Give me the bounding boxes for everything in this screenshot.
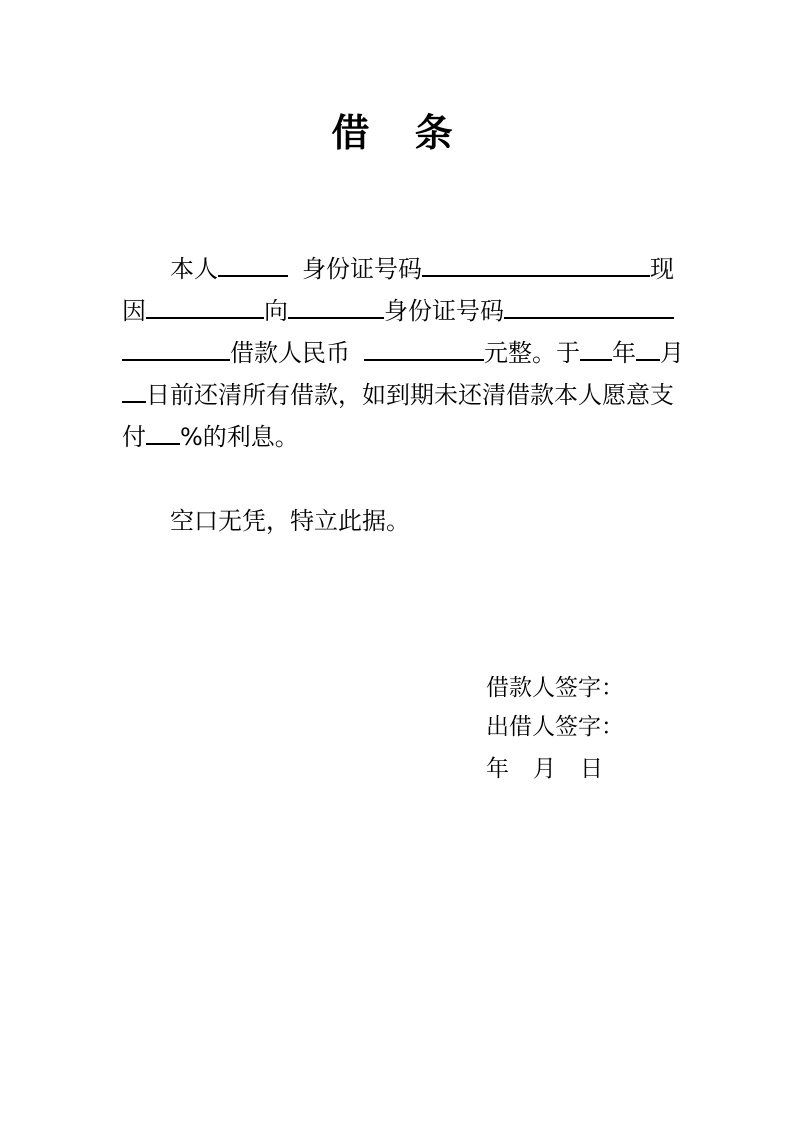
- blank-year: [580, 337, 612, 361]
- body-line-3: [122, 337, 684, 368]
- lender-signature-label: 出借人签字：: [486, 714, 624, 740]
- text-interest: %的利息。: [180, 423, 299, 451]
- closing-statement: 空口无凭，特立此据。: [170, 507, 410, 535]
- blank-lender-name: [288, 295, 384, 319]
- signature-date: [486, 754, 603, 784]
- body-line-5: [122, 421, 299, 452]
- blank-name: [218, 253, 288, 277]
- text-borrow-rmb: 借款人民币: [230, 339, 350, 367]
- body-line-2: [122, 295, 674, 326]
- date-day-label: 日: [580, 756, 603, 782]
- text-id-number: 身份证号码: [302, 255, 422, 283]
- body-line-1: [170, 253, 674, 284]
- blank-month: [636, 337, 660, 361]
- blank-reason: [146, 295, 264, 319]
- text-yuan-due: 元整。于: [484, 339, 580, 367]
- blank-amount: [364, 337, 484, 361]
- date-month-label: 月: [533, 756, 556, 782]
- borrower-signature-label: 借款人签字：: [486, 675, 624, 701]
- text-because: 因: [122, 297, 146, 325]
- blank-id-number: [422, 253, 650, 277]
- text-self: 本人: [170, 255, 218, 283]
- blank-lender-id: [504, 295, 674, 319]
- text-month: 月: [660, 339, 684, 367]
- text-to: 向: [264, 297, 288, 325]
- document-title: 借 条: [331, 111, 469, 155]
- body-line-4: [122, 379, 674, 410]
- text-id-number-2: 身份证号码: [384, 297, 504, 325]
- blank-lender-id-cont: [122, 337, 230, 361]
- blank-day: [122, 379, 146, 403]
- blank-interest-rate: [146, 421, 180, 445]
- date-year-label: 年: [486, 756, 509, 782]
- text-pay: 付: [122, 423, 146, 451]
- text-repay-clause: 日前还清所有借款，如到期未还清借款本人愿意支: [146, 381, 674, 409]
- text-year: 年: [612, 339, 636, 367]
- text-now: 现: [650, 255, 674, 283]
